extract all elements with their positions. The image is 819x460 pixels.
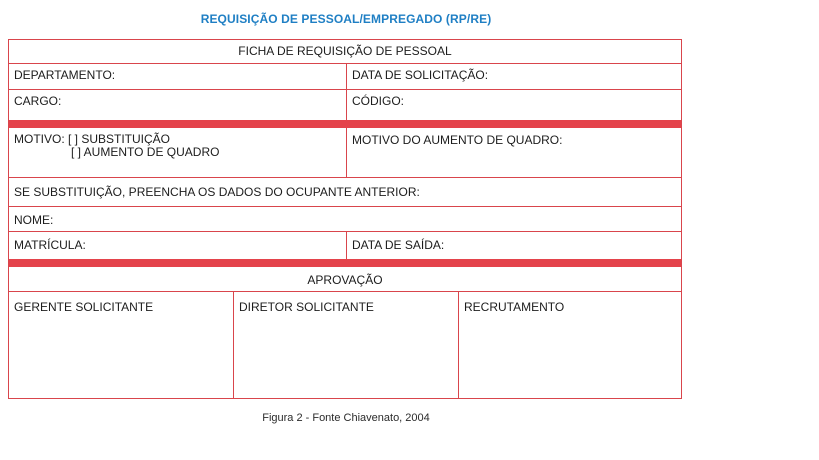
separator-band — [9, 259, 681, 267]
increase-reason-field[interactable]: MOTIVO DO AUMENTO DE QUADRO: — [346, 128, 682, 177]
registration-row — [9, 232, 681, 259]
department-field[interactable]: DEPARTAMENTO: — [14, 68, 116, 82]
requisition-form — [8, 39, 682, 399]
reason-increase-option[interactable]: [ ] AUMENTO DE QUADRO — [71, 145, 220, 159]
name-field[interactable]: NOME: — [14, 213, 54, 227]
name-row — [9, 207, 681, 232]
position-row — [9, 90, 681, 120]
exit-date-field[interactable]: DATA DE SAÍDA: — [346, 232, 682, 259]
registration-field[interactable]: MATRÍCULA: — [14, 238, 86, 252]
approval-header: APROVAÇÃO — [307, 273, 383, 287]
figure-caption: Figura 2 - Fonte Chiavenato, 2004 — [262, 412, 430, 424]
request-date-field[interactable]: DATA DE SOLICITAÇÃO: — [346, 64, 682, 89]
director-signature-field[interactable]: DIRETOR SOLICITANTE — [233, 292, 458, 399]
manager-signature-field[interactable]: GERENTE SOLICITANTE — [14, 300, 154, 314]
form-header: FICHA DE REQUISIÇÃO DE PESSOAL — [238, 44, 452, 58]
department-row — [9, 64, 681, 90]
recruitment-signature-field[interactable]: RECRUTAMENTO — [458, 292, 682, 399]
code-field[interactable]: CÓDIGO: — [346, 90, 682, 120]
reason-field — [9, 128, 346, 177]
separator-band — [9, 120, 681, 128]
reason-row — [9, 128, 681, 178]
substitution-row — [9, 178, 681, 207]
reason-substitution-option[interactable]: MOTIVO: [ ] SUBSTITUIÇÃO — [14, 132, 171, 146]
form-header-row — [9, 40, 681, 64]
document-title: REQUISIÇÃO DE PESSOAL/EMPREGADO (RP/RE) — [200, 12, 492, 26]
substitution-instruction: SE SUBSTITUIÇÃO, PREENCHA OS DADOS DO OCUPANTE ANTERIOR: — [14, 185, 420, 199]
position-field[interactable]: CARGO: — [14, 94, 62, 108]
approval-header-row — [9, 267, 681, 292]
signatures-row — [9, 292, 681, 399]
